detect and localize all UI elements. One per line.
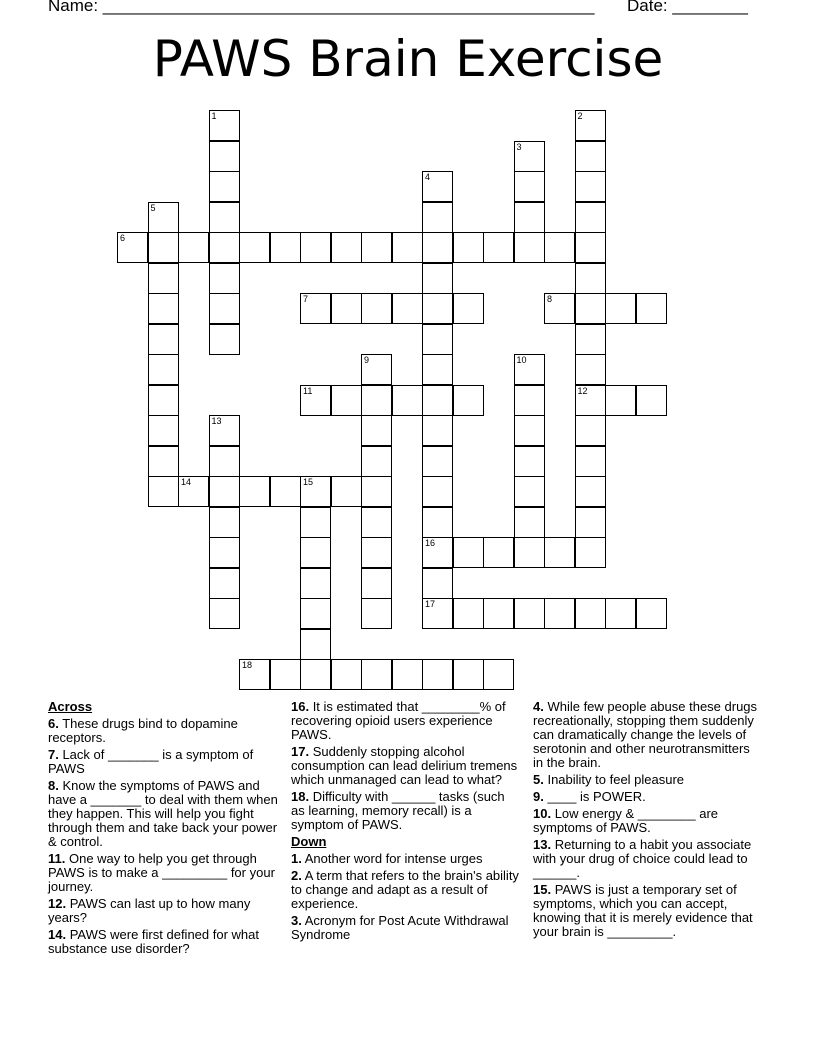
across-clue <box>48 779 280 849</box>
grid-cell[interactable] <box>422 659 453 690</box>
clue-text: One way to help you get through PAWS is to make a _________ for your journey. <box>48 851 275 894</box>
clue-number: 3 <box>516 141 522 152</box>
clue-text: While few people abuse these drugs recreationally, stopping them suddenly can dramatically change the levels of serotonin and other neurotransmitters in the brain. <box>533 699 758 770</box>
grid-cell[interactable] <box>605 293 636 324</box>
grid-cell[interactable] <box>575 141 606 172</box>
grid-cell[interactable] <box>178 232 209 263</box>
across-heading: Across <box>48 699 93 714</box>
across-clue <box>291 700 521 742</box>
grid-cell[interactable] <box>605 598 636 629</box>
grid-cell[interactable] <box>209 537 240 568</box>
grid-cell[interactable] <box>148 293 179 324</box>
grid-cell[interactable] <box>514 232 545 263</box>
grid-cell[interactable] <box>483 598 514 629</box>
clue-number-label: 18. <box>291 789 310 804</box>
grid-cell[interactable] <box>636 293 667 324</box>
clue-number-label: 13. <box>533 837 552 852</box>
clue-text: Acronym for Post Acute Withdrawal Syndrome <box>291 913 509 942</box>
grid-cell[interactable] <box>300 659 331 690</box>
grid-cell[interactable] <box>544 232 575 263</box>
grid-cell[interactable] <box>209 415 240 446</box>
clue-number-label: 11. <box>48 851 66 866</box>
grid-cell[interactable] <box>422 354 453 385</box>
clue-number: 7 <box>303 294 309 304</box>
clue-number: 15 <box>303 477 314 487</box>
clue-text: Inability to feel pleasure <box>543 772 685 787</box>
grid-cell[interactable] <box>453 537 484 568</box>
grid-cell[interactable] <box>575 354 606 385</box>
clue-number: 5 <box>150 202 156 213</box>
clue-number: 18 <box>242 660 253 670</box>
grid-cell[interactable] <box>300 293 331 324</box>
clue-number: 14 <box>181 477 192 487</box>
grid-cell[interactable] <box>361 354 392 385</box>
grid-cell[interactable] <box>575 446 606 477</box>
down-clue <box>533 790 761 804</box>
grid-cell[interactable] <box>209 110 240 141</box>
grid-cell[interactable] <box>300 507 331 538</box>
clue-number-label: 14. <box>48 927 67 942</box>
clue-number-label: 6. <box>48 716 59 731</box>
grid-cell[interactable] <box>514 598 545 629</box>
clue-number: 8 <box>547 294 553 304</box>
clue-number: 1 <box>211 111 217 121</box>
grid-cell[interactable] <box>514 476 545 507</box>
clue-number-label: 10. <box>533 806 552 821</box>
grid-cell[interactable] <box>361 659 392 690</box>
grid-cell[interactable] <box>361 507 392 538</box>
clue-number: 12 <box>577 385 588 396</box>
grid-cell[interactable] <box>514 141 545 172</box>
grid-cell[interactable] <box>575 171 606 202</box>
across-clue-list <box>48 717 280 956</box>
clue-number-label: 5. <box>533 772 544 787</box>
grid-cell[interactable] <box>361 598 392 629</box>
grid-cell[interactable] <box>300 598 331 629</box>
name-field-label: Name: ____________________________________________________ <box>48 0 595 15</box>
down-clue <box>291 914 521 942</box>
down-clue <box>533 838 761 880</box>
clue-text: These drugs bind to dopamine receptors. <box>48 716 238 745</box>
across-clue <box>48 748 280 776</box>
clue-number-label: 2. <box>291 868 302 883</box>
grid-cell[interactable] <box>209 171 240 202</box>
page-title: PAWS Brain Exercise <box>152 30 664 88</box>
clue-text: Suddenly stopping alcohol consumption can lead delirium tremens which unmanaged can lead to what? <box>291 744 518 787</box>
grid-cell[interactable] <box>453 232 484 263</box>
grid-cell[interactable] <box>575 385 606 416</box>
grid-cell[interactable] <box>392 293 423 324</box>
clue-text: A term that refers to the brain's ability to change and adapt as a result of experience. <box>291 868 519 911</box>
grid-cell[interactable] <box>148 385 179 416</box>
grid-cell[interactable] <box>575 232 606 263</box>
grid-cell[interactable] <box>422 232 453 263</box>
grid-cell[interactable] <box>575 324 606 355</box>
grid-cell[interactable] <box>148 476 179 507</box>
grid-cell[interactable] <box>361 568 392 599</box>
clue-text: Difficulty with ______ tasks (such as learning, memory recall) is a symptom of PAWS. <box>291 789 505 832</box>
down-clue <box>533 883 761 939</box>
grid-cell[interactable] <box>575 537 606 568</box>
grid-cell[interactable] <box>422 293 453 324</box>
down-clue <box>291 852 521 866</box>
clue-text: Another word for intense urges <box>301 851 483 866</box>
grid-cell[interactable] <box>331 385 362 416</box>
grid-cell[interactable] <box>331 476 362 507</box>
grid-cell[interactable] <box>483 232 514 263</box>
clue-number-label: 3. <box>291 913 302 928</box>
clue-number: 9 <box>364 355 370 365</box>
grid-cell[interactable] <box>300 568 331 599</box>
clue-number-label: 17. <box>291 744 310 759</box>
grid-cell[interactable] <box>148 232 179 263</box>
grid-cell[interactable] <box>331 293 362 324</box>
grid-cell[interactable] <box>422 202 453 233</box>
grid-cell[interactable] <box>514 415 545 446</box>
clue-column-2 <box>291 700 521 945</box>
across-clue <box>291 790 521 832</box>
clue-number: 10 <box>516 355 527 365</box>
clue-text: ____ is POWER. <box>543 789 646 804</box>
clue-number-label: 4. <box>533 699 544 714</box>
grid-cell[interactable] <box>148 354 179 385</box>
down-clue <box>533 773 761 787</box>
grid-cell[interactable] <box>575 202 606 233</box>
down-heading: Down <box>291 834 327 849</box>
grid-cell[interactable] <box>148 263 179 294</box>
grid-cell[interactable] <box>300 629 331 660</box>
clue-number: 11 <box>303 385 313 396</box>
clue-number-label: 15. <box>533 882 552 897</box>
clue-number: 2 <box>577 111 583 121</box>
grid-cell[interactable] <box>361 293 392 324</box>
grid-cell[interactable] <box>453 385 484 416</box>
grid-cell[interactable] <box>209 324 240 355</box>
grid-cell[interactable] <box>422 324 453 355</box>
clue-number-label: 1. <box>291 851 302 866</box>
grid-cell[interactable] <box>300 232 331 263</box>
clue-text: Lack of _______ is a symptom of PAWS <box>48 747 254 776</box>
grid-cell[interactable] <box>148 446 179 477</box>
grid-cell[interactable] <box>331 659 362 690</box>
clue-text: PAWS can last up to how many years? <box>48 896 251 925</box>
across-clue-list-continued <box>291 700 521 832</box>
down-clue <box>533 700 761 770</box>
across-clue <box>48 717 280 745</box>
grid-cell[interactable] <box>331 232 362 263</box>
grid-cell[interactable] <box>209 568 240 599</box>
grid-cell[interactable] <box>422 446 453 477</box>
grid-cell[interactable] <box>544 293 575 324</box>
grid-cell[interactable] <box>300 385 331 416</box>
clue-number: 16 <box>425 538 436 548</box>
grid-cell[interactable] <box>209 598 240 629</box>
across-clue <box>48 897 280 925</box>
grid-cell[interactable] <box>392 659 423 690</box>
clue-text: It is estimated that ________% of recovering opioid users experience PAWS. <box>291 699 506 742</box>
grid-cell[interactable] <box>636 385 667 416</box>
clue-number-label: 9. <box>533 789 544 804</box>
grid-cell[interactable] <box>575 110 606 141</box>
grid-cell[interactable] <box>270 659 301 690</box>
grid-cell[interactable] <box>575 415 606 446</box>
grid-cell[interactable] <box>483 537 514 568</box>
grid-cell[interactable] <box>514 385 545 416</box>
grid-cell[interactable] <box>575 476 606 507</box>
grid-cell[interactable] <box>483 659 514 690</box>
grid-cell[interactable] <box>422 568 453 599</box>
clue-number: 13 <box>211 416 222 426</box>
grid-cell[interactable] <box>392 232 423 263</box>
grid-cell[interactable] <box>148 324 179 355</box>
grid-cell[interactable] <box>209 446 240 477</box>
clue-number: 17 <box>425 599 436 609</box>
grid-cell[interactable] <box>453 293 484 324</box>
grid-cell[interactable] <box>209 202 240 233</box>
grid-cell[interactable] <box>514 202 545 233</box>
grid-cell[interactable] <box>605 385 636 416</box>
clue-text: Low energy & ________ are symptoms of PAWS. <box>533 806 719 835</box>
grid-cell[interactable] <box>361 476 392 507</box>
grid-cell[interactable] <box>575 263 606 294</box>
clue-number-label: 16. <box>291 699 310 714</box>
date-field-label: Date: ________ <box>627 0 748 15</box>
grid-cell[interactable] <box>300 537 331 568</box>
grid-cell[interactable] <box>422 263 453 294</box>
grid-cell[interactable] <box>361 537 392 568</box>
grid-cell[interactable] <box>422 476 453 507</box>
grid-cell[interactable] <box>422 415 453 446</box>
across-clue <box>48 928 280 956</box>
clue-number-label: 8. <box>48 778 59 793</box>
grid-cell[interactable] <box>209 141 240 172</box>
clue-text: Know the symptoms of PAWS and have a _______ to deal with them when they happen. This will help you fight through them and take back your power & control. <box>48 778 278 849</box>
clue-text: Returning to a habit you associate with your drug of choice could lead to ______. <box>533 837 752 880</box>
grid-cell[interactable] <box>514 446 545 477</box>
grid-cell[interactable] <box>392 385 423 416</box>
down-clue <box>533 807 761 835</box>
clue-text: PAWS is just a temporary set of symptoms, which you can accept, knowing that it is merely evidence that your brain is _________. <box>533 882 753 939</box>
clue-column-3 <box>533 700 761 942</box>
clue-number: 4 <box>425 172 431 182</box>
across-clue <box>291 745 521 787</box>
grid-cell[interactable] <box>422 507 453 538</box>
grid-cell[interactable] <box>361 415 392 446</box>
down-clue-list <box>291 852 521 942</box>
grid-cell[interactable] <box>544 537 575 568</box>
clue-number-label: 12. <box>48 896 67 911</box>
clue-text: PAWS were first defined for what substance use disorder? <box>48 927 259 956</box>
grid-cell[interactable] <box>148 202 179 233</box>
grid-cell[interactable] <box>422 171 453 202</box>
grid-cell[interactable] <box>270 476 301 507</box>
grid-cell[interactable] <box>209 507 240 538</box>
grid-cell[interactable] <box>361 446 392 477</box>
grid-cell[interactable] <box>209 263 240 294</box>
clue-column-1 <box>48 700 280 959</box>
clue-number: 6 <box>120 233 126 243</box>
grid-cell[interactable] <box>239 659 270 690</box>
grid-cell[interactable] <box>514 537 545 568</box>
grid-cell[interactable] <box>239 232 270 263</box>
grid-cell[interactable] <box>453 659 484 690</box>
grid-cell[interactable] <box>453 598 484 629</box>
grid-cell[interactable] <box>575 293 606 324</box>
grid-cell[interactable] <box>636 598 667 629</box>
grid-cell[interactable] <box>422 598 453 629</box>
grid-cell[interactable] <box>209 476 240 507</box>
grid-cell[interactable] <box>117 232 148 263</box>
grid-cell[interactable] <box>575 507 606 538</box>
clue-number-label: 7. <box>48 747 59 762</box>
grid-cell[interactable] <box>544 598 575 629</box>
across-clue <box>48 852 280 894</box>
grid-cell[interactable] <box>178 476 209 507</box>
grid-cell[interactable] <box>514 507 545 538</box>
grid-cell[interactable] <box>361 232 392 263</box>
down-clue <box>291 869 521 911</box>
grid-cell[interactable] <box>239 476 270 507</box>
grid-cell[interactable] <box>209 293 240 324</box>
grid-cell[interactable] <box>270 232 301 263</box>
grid-cell[interactable] <box>148 415 179 446</box>
grid-cell[interactable] <box>422 385 453 416</box>
grid-cell[interactable] <box>422 537 453 568</box>
grid-cell[interactable] <box>575 598 606 629</box>
grid-cell[interactable] <box>514 354 545 385</box>
grid-cell[interactable] <box>300 476 331 507</box>
down-clue-list-continued <box>533 700 761 939</box>
grid-cell[interactable] <box>514 171 545 202</box>
grid-cell[interactable] <box>209 232 240 263</box>
grid-cell[interactable] <box>361 385 392 416</box>
